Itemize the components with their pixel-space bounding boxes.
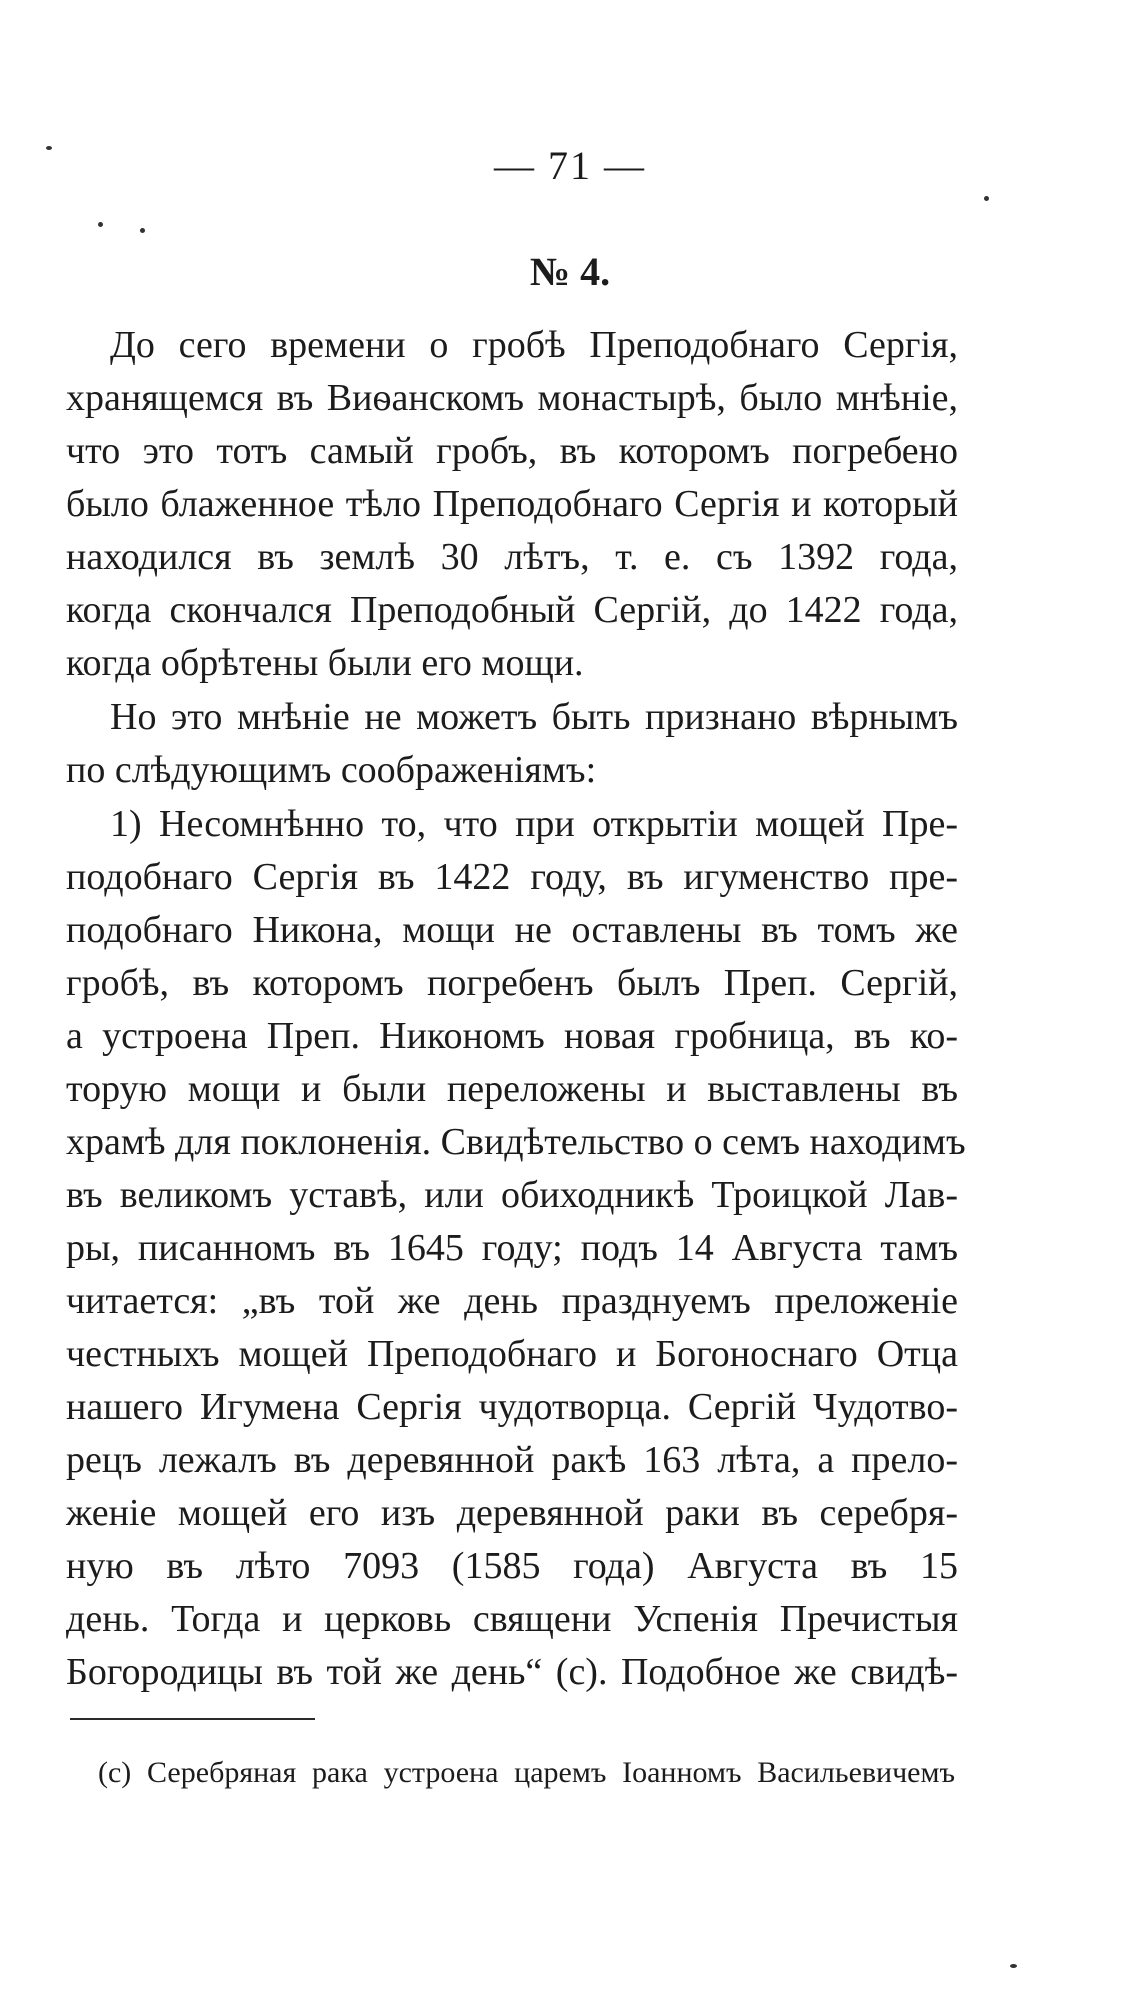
text-line: гробѣ, въ которомъ погребенъ былъ Преп. Сергій, bbox=[66, 962, 958, 1004]
text-line: честныхъ мощей Преподобнаго и Богоноснаго Отца bbox=[66, 1333, 958, 1375]
text-line: рецъ лежалъ въ деревянной ракѣ 163 лѣта, а прело- bbox=[66, 1439, 958, 1481]
text-line: когда обрѣтены были его мощи. bbox=[66, 642, 584, 684]
text-line: въ великомъ уставѣ, или обиходникѣ Троицкой Лав- bbox=[66, 1174, 958, 1216]
text-line: 1) Несомнѣнно то, что при открытіи мощей Пре- bbox=[110, 803, 958, 845]
scan-speck bbox=[46, 146, 52, 150]
scan-speck bbox=[1010, 1964, 1017, 1968]
text-line: подобнаго Сергія въ 1422 году, въ игуменство пре- bbox=[66, 856, 958, 898]
footnote-divider bbox=[70, 1718, 315, 1720]
text-line: было блаженное тѣло Преподобнаго Сергія и который bbox=[66, 483, 958, 525]
text-line: ры, писанномъ въ 1645 году; подъ 14 Августа тамъ bbox=[66, 1227, 958, 1269]
text-line: находился въ землѣ 30 лѣтъ, т. е. съ 1392 года, bbox=[66, 536, 958, 578]
text-line: читается: „въ той же день празднуемъ преложеніе bbox=[66, 1280, 958, 1322]
scan-speck bbox=[98, 222, 103, 227]
page-number: — 71 — bbox=[494, 143, 646, 188]
document-number: № 4. bbox=[529, 249, 611, 294]
text-line: ную въ лѣто 7093 (1585 года) Августа въ 15 bbox=[66, 1545, 958, 1587]
text-line: что это тотъ самый гробъ, въ которомъ погребено bbox=[66, 430, 958, 472]
text-line: когда скончался Преподобный Сергій, до 1422 года, bbox=[66, 589, 958, 631]
text-line: хранящемся въ Виѳанскомъ монастырѣ, было мнѣніе, bbox=[66, 377, 958, 419]
text-line: по слѣдующимъ соображеніямъ: bbox=[66, 749, 597, 791]
text-line: До сего времени о гробѣ Преподобнаго Сергія, bbox=[110, 324, 958, 366]
text-line: торую мощи и были переложены и выставлены въ bbox=[66, 1068, 958, 1110]
text-line: день. Тогда и церковь священи Успенія Пречистыя bbox=[66, 1598, 958, 1640]
text-line: подобнаго Никона, мощи не оставлены въ томъ же bbox=[66, 909, 958, 951]
footnote: (c) Серебряная рака устроена царемъ Іоанномъ Васильевичемъ bbox=[98, 1756, 955, 1789]
text-line: а устроена Преп. Никономъ новая гробница, въ ко- bbox=[66, 1015, 958, 1057]
scan-speck bbox=[984, 196, 989, 201]
scan-speck bbox=[140, 228, 145, 233]
text-line: нашего Игумена Сергія чудотворца. Сергій Чудотво- bbox=[66, 1386, 958, 1428]
text-line: Но это мнѣніе не можетъ быть признано вѣрнымъ bbox=[110, 696, 958, 738]
text-line: храмѣ для поклоненія. Свидѣтельство о семъ находимъ bbox=[66, 1121, 966, 1163]
text-line: женіе мощей его изъ деревянной раки въ серебря- bbox=[66, 1492, 958, 1534]
text-line: Богородицы въ той же день“ (c). Подобное же свидѣ- bbox=[66, 1651, 958, 1693]
